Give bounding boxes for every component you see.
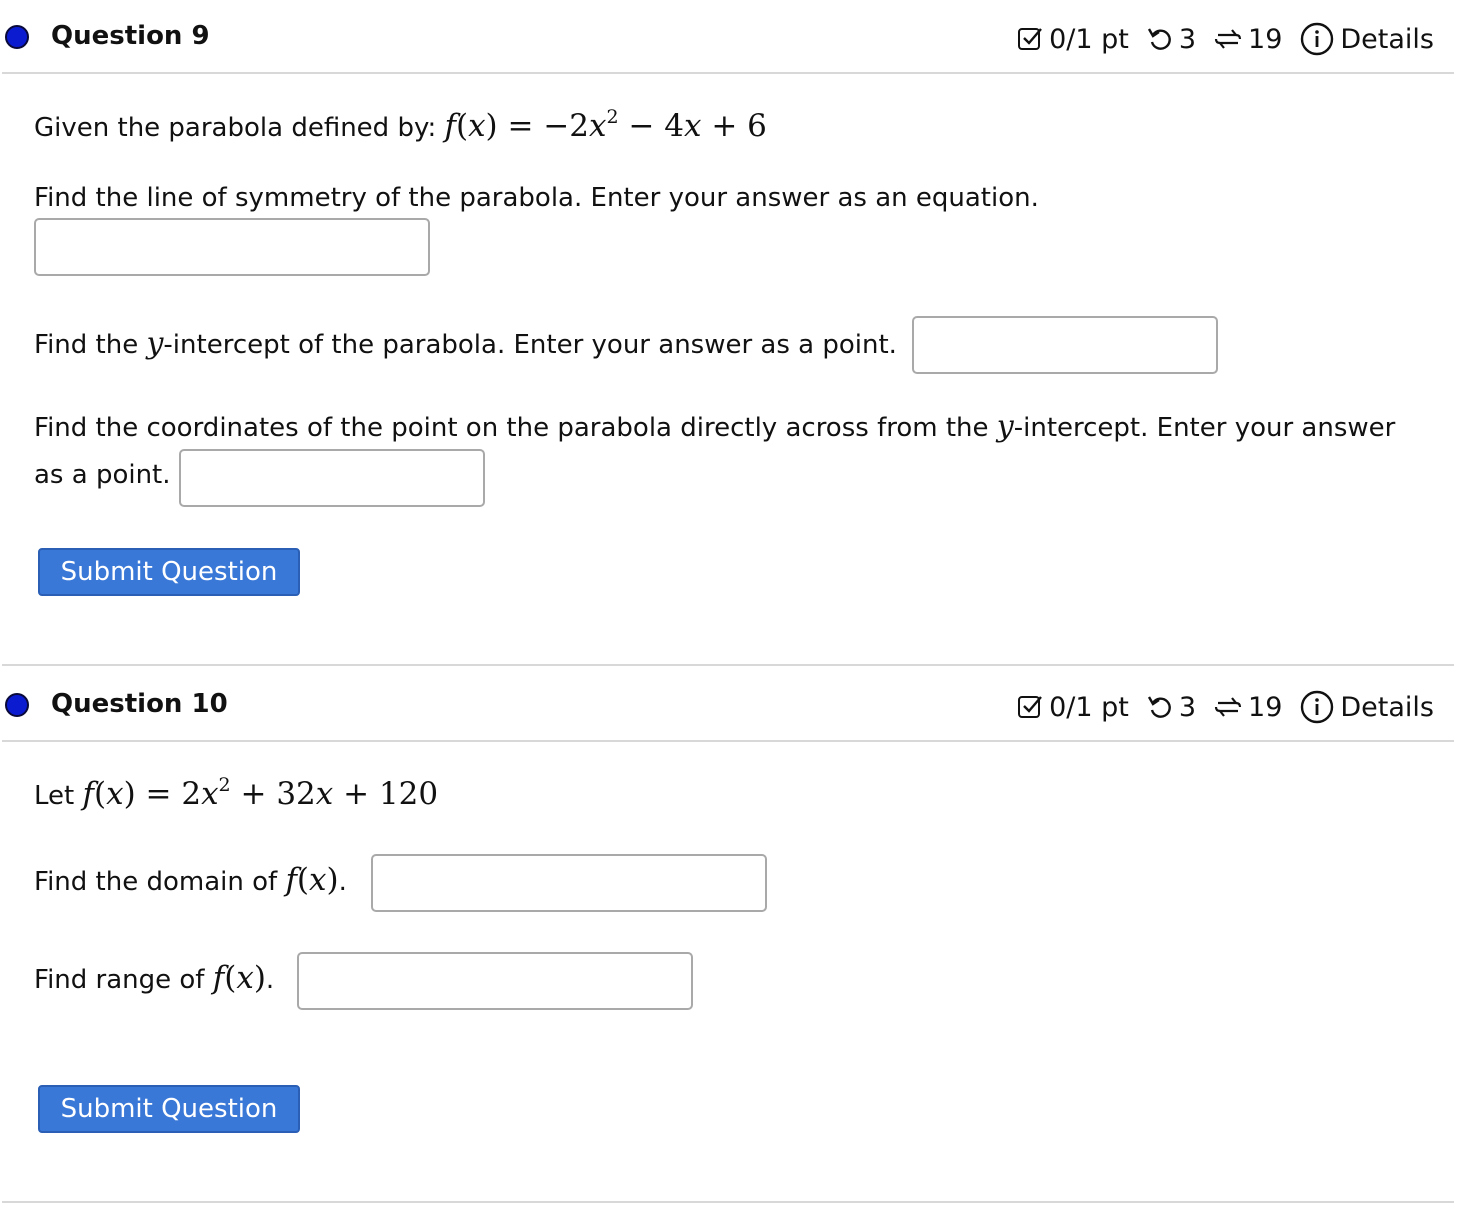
question-title: Question 10: [51, 689, 228, 719]
q9-intro: [34, 108, 767, 144]
question-separator: [2, 664, 1454, 666]
q9-function-math: $f(x) = -2x^2 - 4x + 6$: [444, 106, 767, 144]
q10-part1-prompt: Find the domain of f(x).: [34, 862, 347, 898]
retries-group: [1147, 24, 1196, 55]
submit-question-button[interactable]: Submit Question: [38, 1085, 300, 1133]
header-divider: [2, 740, 1454, 742]
retries-count: 3: [1178, 691, 1197, 723]
symmetry-answer-input[interactable]: [34, 218, 430, 276]
details-link[interactable]: [1300, 690, 1434, 724]
q10-part2-prompt: Find range of f(x).: [34, 960, 275, 996]
retries-count: 3: [1178, 23, 1197, 55]
q10-function-math: $f(x) = 2x^2 + 32x + 120$: [82, 774, 439, 812]
attempts-group: [1214, 24, 1282, 55]
q9-part2-prompt: Find the y-intercept of the parabola. Enter your answer as a point.: [34, 326, 897, 361]
status-dot: [5, 25, 29, 49]
bottom-divider: [2, 1201, 1454, 1203]
q9-intro-text: Given the parabola defined by:: [34, 113, 437, 143]
question-meta: [1017, 690, 1434, 724]
attempts-swap-icon: [1214, 693, 1242, 721]
attempts-group: [1214, 692, 1282, 723]
details-label: Details: [1340, 691, 1434, 723]
domain-answer-input[interactable]: [371, 854, 767, 912]
q9-part3-prompt-cont: as a point.: [34, 460, 171, 490]
range-answer-input[interactable]: [297, 952, 693, 1010]
score-group: [1017, 24, 1129, 55]
question-meta: [1017, 22, 1434, 56]
checkbox-score-icon: [1017, 694, 1043, 720]
retry-icon: [1147, 26, 1173, 52]
q10-intro: [34, 776, 438, 812]
question-title: Question 9: [51, 21, 210, 51]
info-icon: [1300, 690, 1334, 724]
q9-part3-prompt: Find the coordinates of the point on the parabola directly across from the y-intercept. Enter your answer: [34, 409, 1396, 444]
q9-part1-prompt: Find the line of symmetry of the parabola. Enter your answer as an equation.: [34, 183, 1039, 213]
status-dot: [5, 693, 29, 717]
question-10-header: [0, 668, 1472, 742]
symmetric-point-answer-input[interactable]: [179, 449, 485, 507]
details-link[interactable]: [1300, 22, 1434, 56]
score-text: 0/1 pt: [1049, 691, 1129, 723]
attempts-swap-icon: [1214, 25, 1242, 53]
checkbox-score-icon: [1017, 26, 1043, 52]
attempts-count: 19: [1248, 691, 1283, 723]
retry-icon: [1147, 694, 1173, 720]
info-icon: [1300, 22, 1334, 56]
q10-intro-text: Let: [34, 781, 75, 811]
score-group: [1017, 692, 1129, 723]
question-9-header: [0, 0, 1472, 74]
y-intercept-answer-input[interactable]: [912, 316, 1218, 374]
header-divider: [2, 72, 1454, 74]
retries-group: [1147, 692, 1196, 723]
details-label: Details: [1340, 23, 1434, 55]
score-text: 0/1 pt: [1049, 23, 1129, 55]
attempts-count: 19: [1248, 23, 1283, 55]
submit-question-button[interactable]: Submit Question: [38, 548, 300, 596]
